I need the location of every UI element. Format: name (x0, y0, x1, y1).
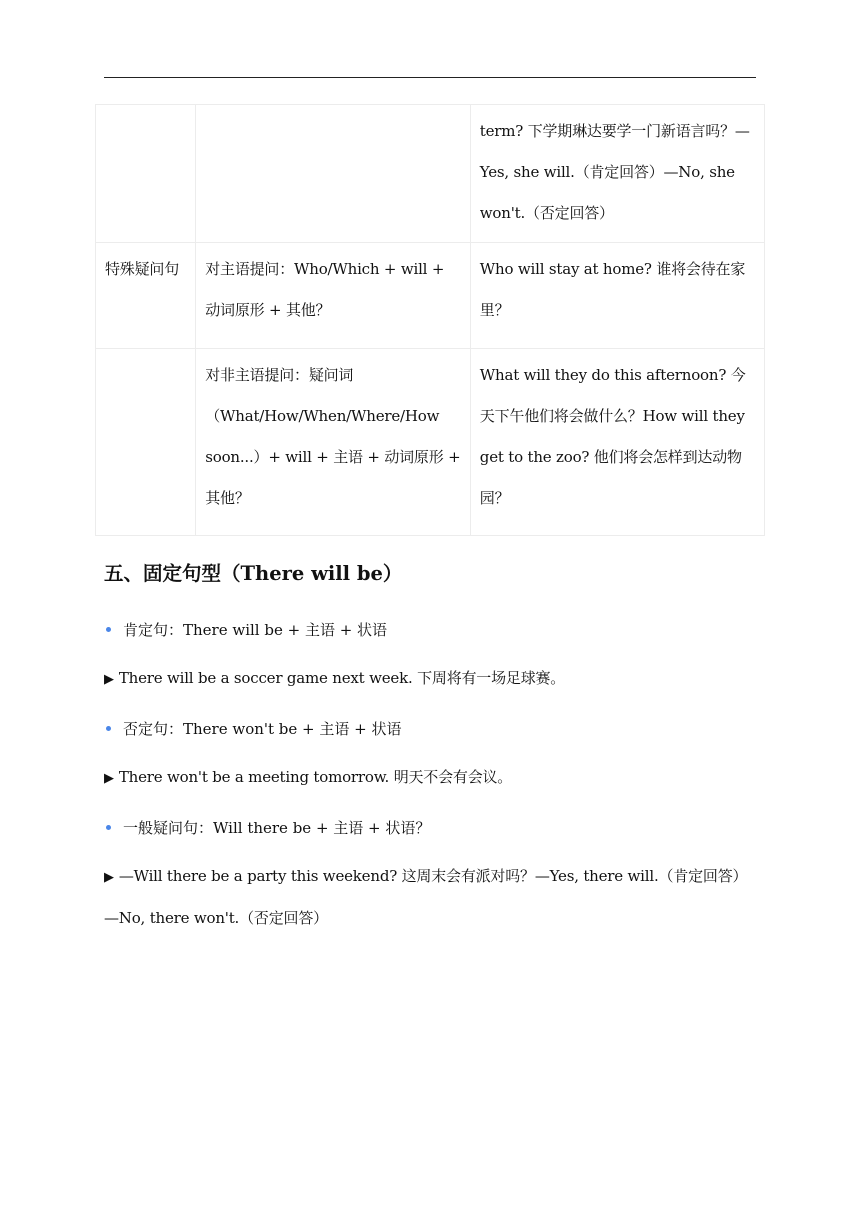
section-heading: 五、固定句型（There will be） (104, 562, 403, 585)
bullet-dot-icon (106, 825, 111, 830)
list-item (104, 618, 387, 642)
bullet-text: 肯定句：There will be + 主语 + 状语 (123, 621, 388, 639)
triangle-right-icon: ▶ (104, 771, 114, 786)
table-cell-structure (196, 105, 471, 243)
table-cell-structure: 对主语提问：Who/Which + will + 动词原形 + 其他？ (196, 243, 471, 349)
table-cell-type: 特殊疑问句 (96, 243, 196, 349)
bullet-dot-icon (106, 627, 111, 632)
example-text: There will be a soccer game next week. 下周将有一场足球赛。 (118, 669, 566, 687)
triangle-right-icon: ▶ (104, 870, 114, 885)
example-sentence (104, 757, 760, 799)
header-rule (104, 77, 756, 78)
table-row (96, 243, 765, 349)
bullet-text: 否定句：There won't be + 主语 + 状语 (123, 720, 402, 738)
example-sentence (104, 856, 760, 939)
triangle-right-icon: ▶ (104, 672, 114, 687)
table-cell-example: term? 下学期琳达要学一门新语言吗？—Yes, she will.（肯定回答）—No, she won't.（否定回答） (470, 105, 764, 243)
list-item (104, 717, 402, 741)
bullet-text: 一般疑问句：Will there be + 主语 + 状语？ (123, 819, 431, 837)
bullet-dot-icon (106, 726, 111, 731)
table-cell-structure: 对非主语提问：疑问词（What/How/When/Where/How soon...）+ will + 主语 + 动词原形 + 其他？ (196, 349, 471, 536)
grammar-table (95, 104, 765, 536)
example-text: There won't be a meeting tomorrow. 明天不会有会议。 (118, 768, 513, 786)
table-cell-type (96, 349, 196, 536)
table-row (96, 349, 765, 536)
table-cell-example: What will they do this afternoon? 今天下午他们将会做什么？How will they get to the zoo? 他们将会怎样到达动物园？ (470, 349, 764, 536)
list-item (104, 816, 430, 840)
table-cell-type (96, 105, 196, 243)
table-row (96, 105, 765, 243)
table-cell-example: Who will stay at home? 谁将会待在家里？ (470, 243, 764, 349)
example-sentence (104, 658, 760, 700)
example-text: —Will there be a party this weekend? 这周末会有派对吗？—Yes, there will.（肯定回答）—No, there won't.（否定回答） (104, 867, 748, 927)
